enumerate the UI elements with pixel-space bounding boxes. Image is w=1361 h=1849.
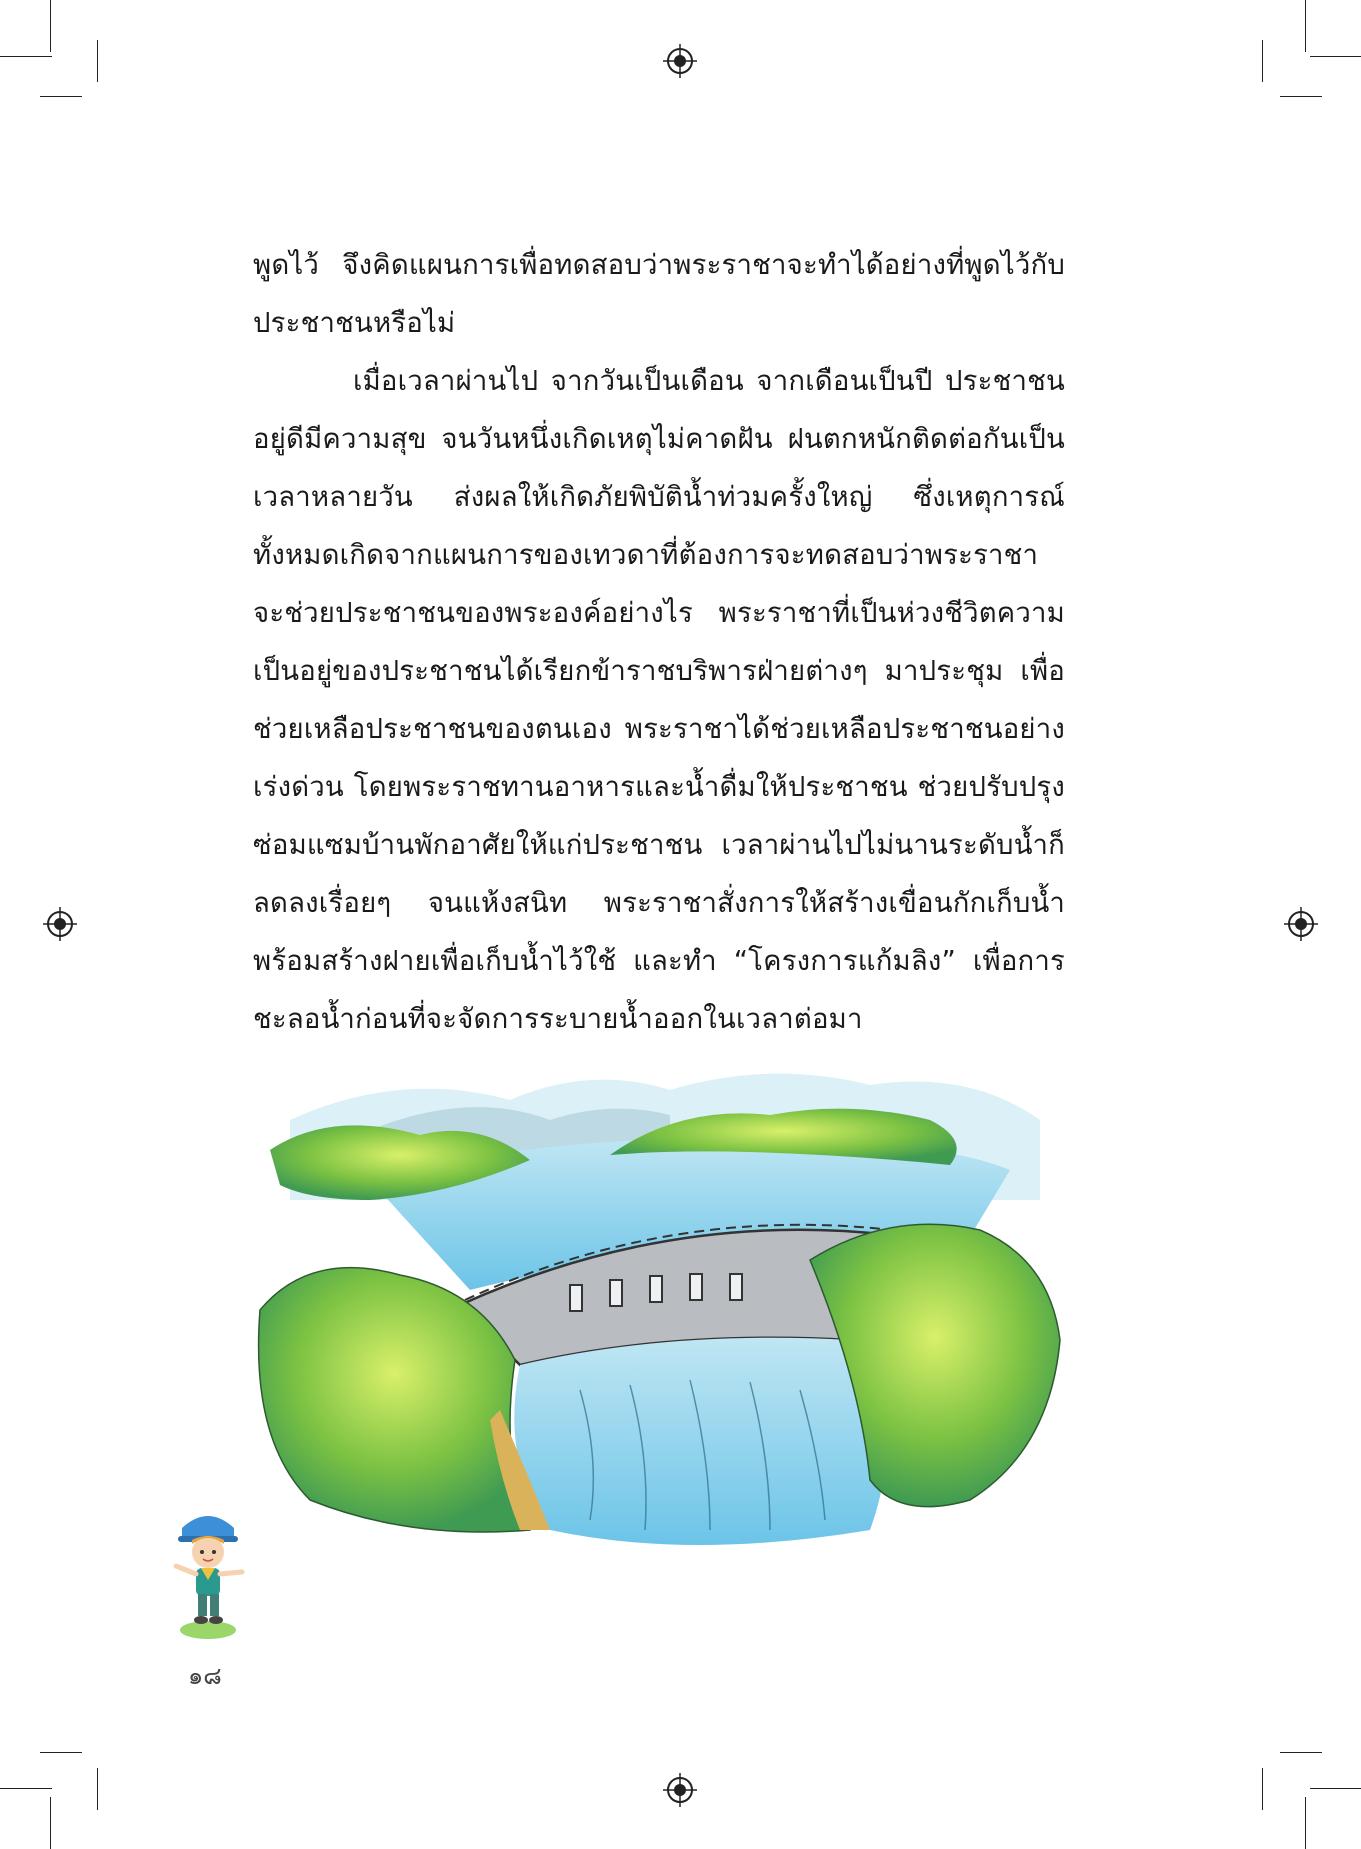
registration-mark-icon: [663, 1773, 697, 1807]
registration-mark-icon: [663, 44, 697, 78]
paragraph: เมื่อเวลาผ่านไป จากวันเป็นเดือน จากเดือนเป็นปี ประชาชนอยู่ดีมีความสุข จนวันหนึ่งเกิดเหตุไม่คาดฝัน ฝนตกหนักติดต่อกันเป็นเวลาหลายวัน ส่งผลให้เกิดภัยพิบัติน้ำท่วมครั้งใหญ่ ซึ่งเหตุการณ์ทั้งหมดเกิดจากแผนการของเทวดาที่ต้องการจะทดสอบว่าพระราชาจะช่วยประชาชนของพระองค์อย่างไร พระราชาที่เป็นห่วงชีวิตความเป็นอยู่ของประชาชนได้เรียกข้าราชบริพารฝ่ายต่างๆ มาประชุม เพื่อช่วยเหลือประชาชนของตนเอง พระราชาได้ช่วยเหลือประชาชนอย่างเร่งด่วน โดยพระราชทานอาหารและน้ำดื่มให้ประชาชน ช่วยปรับปรุงซ่อมแซมบ้านพักอาศัยให้แก่ประชาชน เวลาผ่านไปไม่นานระดับน้ำก็ลดลงเรื่อยๆ จนแห้งสนิท พระราชาสั่งการให้สร้างเขื่อนกักเก็บน้ำพร้อมสร้างฝายเพื่อเก็บน้ำไว้ใช้ และทำ “โครงการแก้มลิง” เพื่อการชะลอน้ำก่อนที่จะจัดการระบายน้ำออกในเวลาต่อมา: [253, 365, 1065, 1035]
story-text: [253, 236, 1065, 1048]
paragraph: พูดไว้ จึงคิดแผนการเพื่อทดสอบว่าพระราชาจะทำได้อย่างที่พูดไว้กับประชาชนหรือไม่: [253, 249, 1065, 339]
registration-mark-icon: [1284, 907, 1318, 941]
dam-illustration: [250, 1060, 1070, 1560]
scout-boy-mascot-icon: [168, 1508, 248, 1643]
registration-mark-icon: [43, 907, 77, 941]
page-number: ๑๘: [188, 1662, 222, 1690]
